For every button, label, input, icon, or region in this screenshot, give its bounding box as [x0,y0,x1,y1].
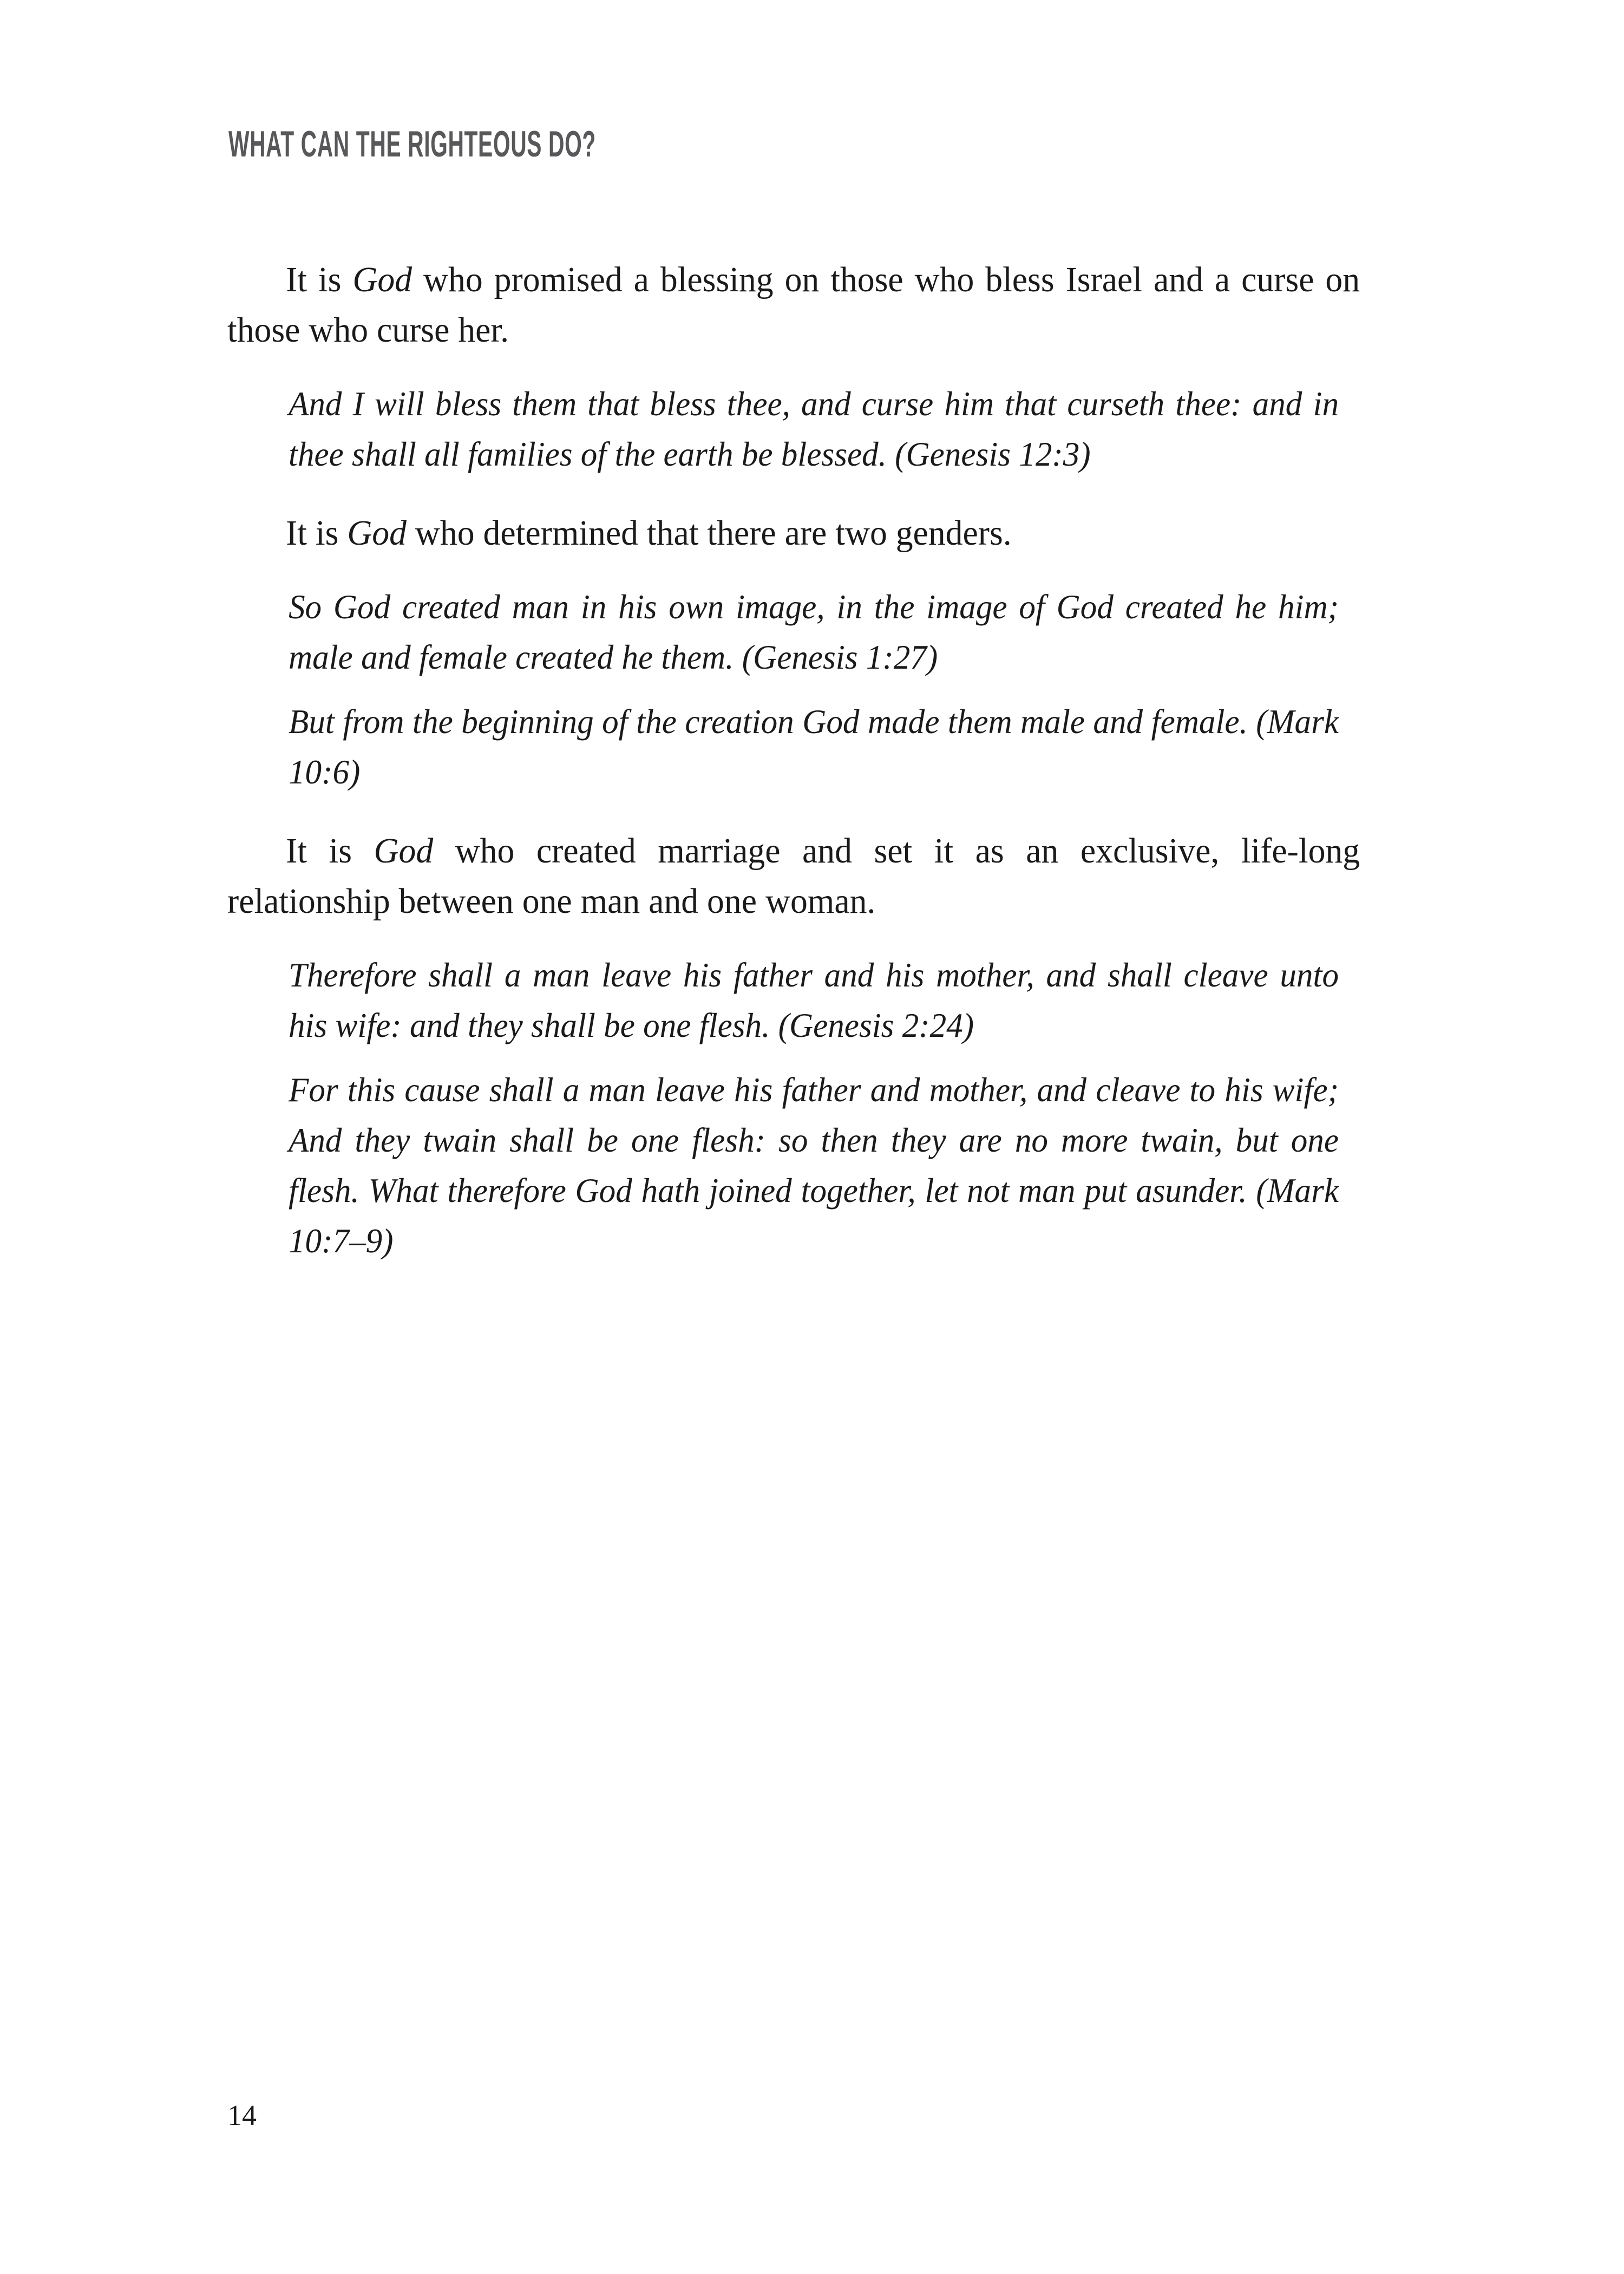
paragraph-rest-text: who promised a blessing on those who bless Israel and a curse on those who curse her. [227,260,1360,350]
paragraph-rest-text: who determined that there are two genders. [407,513,1012,553]
emphasis-god: God [374,831,434,871]
running-head: WHAT CAN THE RIGHTEOUS DO? [228,123,596,165]
emphasis-god: God [352,260,412,299]
paragraph-rest-text: who created marriage and set it as an exclusive, life-long relationship between one man and one woman. [227,831,1360,921]
paragraph-marriage [227,826,1360,926]
paragraph-two-genders [227,508,1360,558]
emphasis-god: God [347,513,407,553]
paragraph-lead-text: It is [286,513,348,553]
scripture-quote-genesis-12-3: And I will bless them that bless thee, and curse him that curseth thee: and in thee shall all families of the earth be blessed. (Genesis 12:3) [289,385,1339,473]
paragraph-promised-blessing [227,254,1360,355]
scripture-quote-genesis-1-27: So God created man in his own image, in the image of God created he him; male and female created he them. (Genesis 1:27) [289,588,1339,676]
scripture-quote-mark-10-7-9: For this cause shall a man leave his father and mother, and cleave to his wife; And they twain shall be one flesh: so then they are no more twain, but one flesh. What therefore God hath joined together, let not man put asunder. (Mark 10:7–9) [289,1071,1339,1260]
paragraph-lead-text: It is [286,831,374,871]
paragraph-lead-text: It is [286,260,353,299]
text-block [227,254,1401,1266]
scripture-quote-mark-10-6: But from the beginning of the creation God made them male and female. (Mark 10:6) [289,703,1339,791]
page-number: 14 [227,2099,257,2132]
scripture-quote-genesis-2-24: Therefore shall a man leave his father and his mother, and shall cleave unto his wife: and they shall be one flesh. (Genesis 2:24) [289,956,1339,1044]
